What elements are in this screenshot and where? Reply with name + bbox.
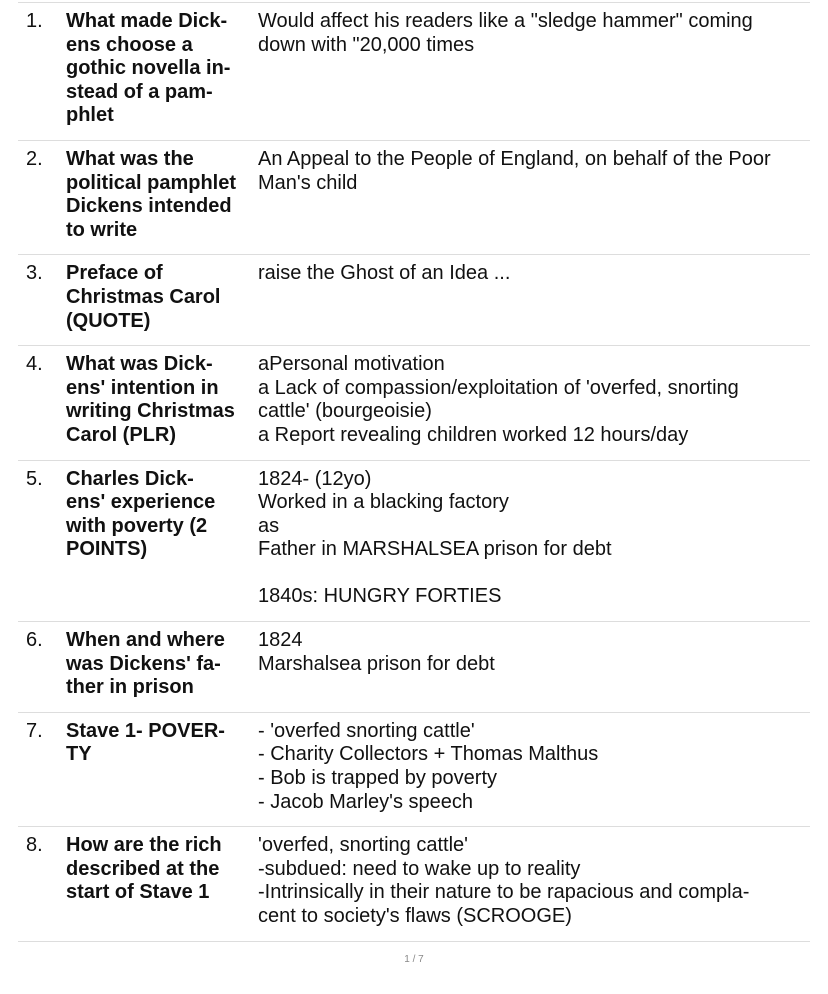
- term-line: Dickens intended: [66, 195, 232, 218]
- definition-line: a Lack of compassion/exploitation of 'overfed, snorting: [258, 376, 739, 399]
- definition-line: -Intrinsically in their nature to be rapacious and compla-: [258, 881, 750, 904]
- card-row: [18, 461, 810, 623]
- term-line: POINTS): [66, 538, 148, 561]
- term-line: Charles Dick-: [66, 467, 194, 490]
- term-line: (QUOTE): [66, 309, 151, 332]
- card-number: 2.: [26, 147, 43, 170]
- card-number: 1.: [26, 10, 43, 32]
- term-line: How are the rich: [66, 834, 222, 857]
- card-definition: [258, 10, 810, 128]
- card-row: [18, 255, 810, 346]
- definition-line: 1824- (12yo): [258, 467, 372, 490]
- definition-line: Worked in a blacking factory: [258, 491, 509, 514]
- page-number: 1 / 7: [404, 954, 424, 965]
- card-number: 6.: [26, 629, 43, 652]
- term-line: phlet: [66, 104, 114, 127]
- term-line: Christmas Carol: [66, 285, 221, 308]
- definition-line: - Jacob Marley's speech: [258, 790, 474, 813]
- definition-line: as: [258, 514, 280, 537]
- card-row: [18, 713, 810, 827]
- definition-line: down with "20,000 times: [258, 33, 475, 56]
- definition-line: - Bob is trapped by poverty: [258, 767, 498, 790]
- definition-line: 'overfed, snorting cattle': [258, 834, 468, 857]
- card-number: 3.: [26, 262, 43, 285]
- definition-line: cattle' (bourgeoisie): [258, 400, 432, 423]
- definition-line: cent to society's flaws (SCROOGE): [258, 905, 572, 927]
- term-line: ens' intention in: [66, 376, 219, 399]
- card-term: [66, 262, 258, 333]
- card-row: [18, 622, 810, 713]
- definition-line: [258, 562, 810, 586]
- card-number: 5.: [26, 467, 43, 490]
- card-definition: [258, 834, 810, 928]
- definition-line: - Charity Collectors + Thomas Malthus: [258, 743, 599, 766]
- term-line: Stave 1- POVER-: [66, 719, 225, 742]
- definition-line: - 'overfed snorting cattle': [258, 719, 475, 742]
- definition-line: -subdued: need to wake up to reality: [258, 857, 581, 880]
- term-line: ens choose a: [66, 33, 193, 56]
- card-term: [66, 468, 258, 610]
- term-line: ens' experience: [66, 491, 216, 514]
- term-line: political pamphlet: [66, 171, 237, 194]
- definition-line: a Report revealing children worked 12 hours/day: [258, 423, 689, 446]
- term-line: to write: [66, 218, 138, 241]
- card-definition: [258, 468, 810, 610]
- card-term: [66, 148, 258, 242]
- card-number: 4.: [26, 353, 43, 376]
- term-line: ther in prison: [66, 676, 194, 699]
- definition-line: Would affect his readers like a "sledge hammer" coming: [258, 10, 753, 32]
- card-number: 7.: [26, 719, 43, 742]
- term-line: What made Dick-: [66, 10, 228, 32]
- term-line: Carol (PLR): [66, 423, 176, 446]
- card-term: [66, 629, 258, 700]
- term-line: gothic novella in-: [66, 57, 231, 80]
- card-number: 8.: [26, 834, 43, 857]
- term-line: Preface of: [66, 262, 163, 285]
- card-term: [66, 720, 258, 814]
- term-line: was Dickens' fa-: [66, 652, 221, 675]
- term-line: described at the: [66, 857, 220, 880]
- card-definition: [258, 720, 810, 814]
- card-term: [66, 353, 258, 447]
- card-definition: [258, 629, 810, 700]
- term-line: start of Stave 1: [66, 881, 210, 904]
- card-term: [66, 834, 258, 928]
- flashcard-list: [18, 2, 810, 942]
- card-row: [18, 827, 810, 941]
- definition-line: aPersonal motivation: [258, 353, 445, 376]
- term-line: stead of a pam-: [66, 80, 213, 103]
- definition-line: Man's child: [258, 171, 358, 194]
- card-definition: [258, 262, 810, 333]
- card-row: [18, 3, 810, 141]
- term-line: with poverty (2: [66, 514, 208, 537]
- definition-line: 1824: [258, 629, 303, 652]
- definition-line: An Appeal to the People of England, on behalf of the Poor: [258, 147, 771, 170]
- term-line: When and where: [66, 629, 225, 652]
- definition-line: Marshalsea prison for debt: [258, 652, 495, 675]
- term-line: What was the: [66, 147, 194, 170]
- card-term: [66, 10, 258, 128]
- card-row: [18, 141, 810, 255]
- definition-line: Father in MARSHALSEA prison for debt: [258, 538, 612, 561]
- card-definition: [258, 148, 810, 242]
- term-line: What was Dick-: [66, 353, 213, 376]
- term-line: TY: [66, 743, 92, 766]
- definition-line: 1840s: HUNGRY FORTIES: [258, 585, 502, 608]
- term-line: writing Christmas: [66, 400, 235, 423]
- definition-line: raise the Ghost of an Idea ...: [258, 262, 511, 285]
- card-definition: [258, 353, 810, 447]
- card-row: [18, 346, 810, 460]
